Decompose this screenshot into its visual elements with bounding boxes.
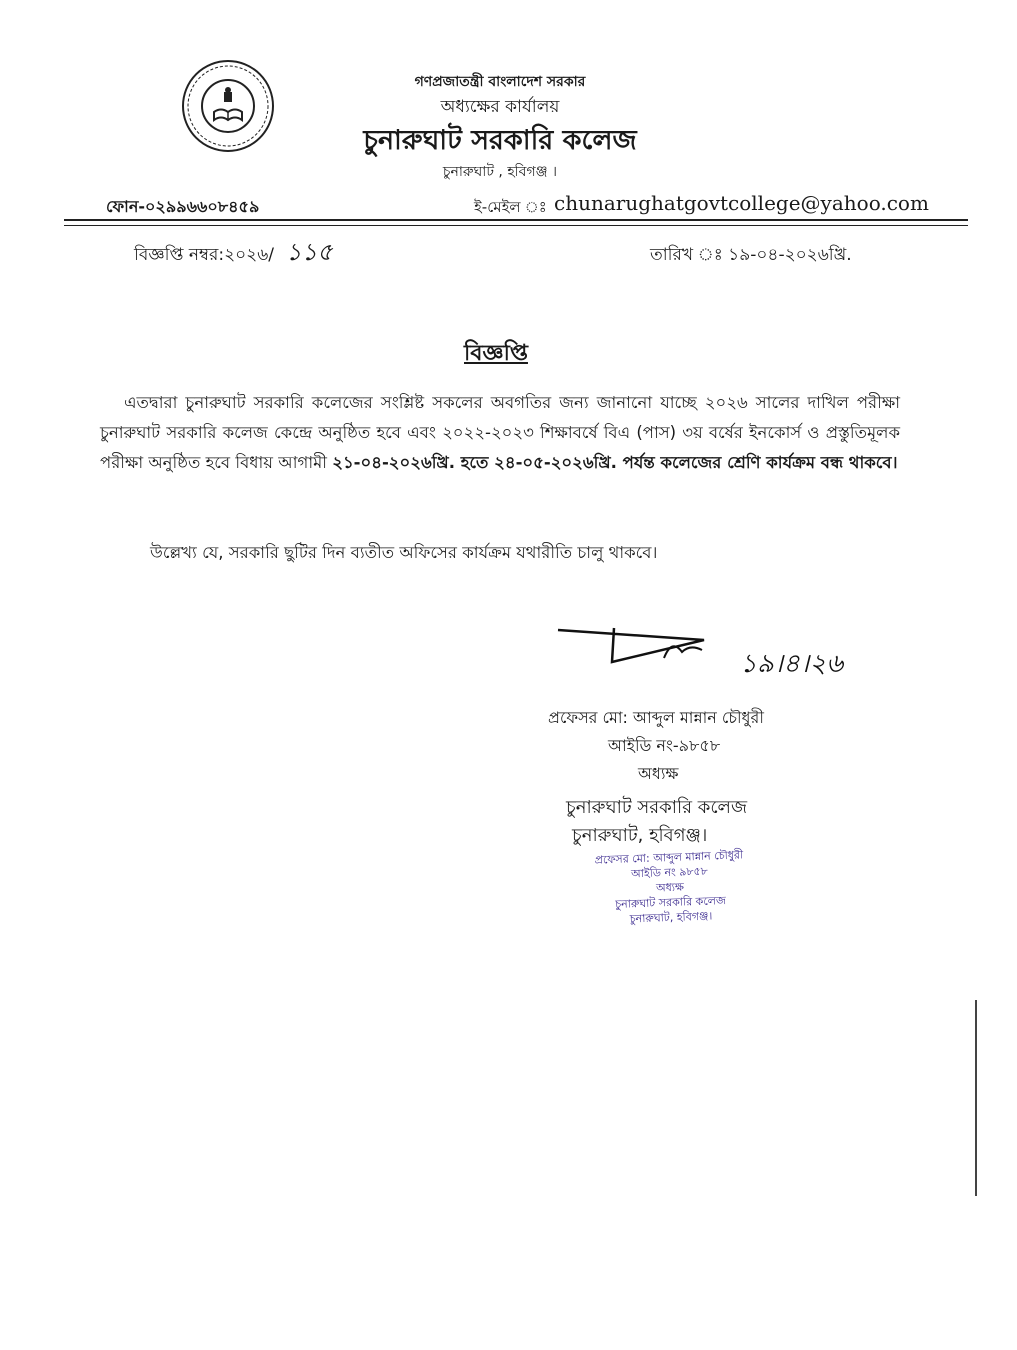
office-heading: অধ্যক্ষের কার্যালয় [440, 97, 560, 117]
memo-date: তারিখ ঃ ১৯-০৪-২০২৬খ্রি. [650, 245, 852, 265]
stamp-id: আইডি নং ৯৮৫৮ [630, 864, 709, 881]
memo-number-handwritten: ১১৫ [286, 238, 333, 266]
memo-number-label: বিজ্ঞপ্তি নম্বর:২০২৬/ [134, 245, 275, 265]
signatory-college: চুনারুঘাট সরকারি কলেজ [566, 797, 748, 818]
signatory-address: চুনারুঘাট, হবিগঞ্জ। [572, 825, 708, 846]
college-name: চুনারুঘাট সরকারি কলেজ [363, 125, 637, 156]
notice-closure-dates: ২১-০৪-২০২৬খ্রি. হতে ২৪-০৫-২০২৬খ্রি. পর্যন্ত কলেজের শ্রেণি কার্যক্রম বন্ধ থাকবে। [332, 453, 898, 472]
signatory-designation: অধ্যক্ষ [638, 764, 679, 783]
notice-paragraph [100, 388, 900, 478]
email-address: chunarughatgovtcollege@yahoo.com [554, 191, 929, 215]
signatory-name: প্রফেসর মো: আব্দুল মান্নান চৌধুরী [548, 708, 764, 727]
scan-edge-mark [975, 1000, 977, 1196]
notice-paragraph-text: এতদ্বারা চুনারুঘাট সরকারি কলেজের সংশ্লিষ্ট সকলের অবগতির জন্য জানানো যাচ্ছে ২০২৬ সালের দাখিল পরীক্ষা চুনারুঘাট সরকারি কলেজ কেন্দ্রে অনুষ্ঠিত হবে এবং ২০২২-২০২৩ শিক্ষাবর্ষে বিএ (পাস) ৩য় বর্ষের ইনকোর্স ও প্রস্তুতিমূলক পরীক্ষা অনুষ্ঠিত হবে বিধায় আগামী [100, 393, 900, 472]
stamp-college: চুনারুঘাট সরকারি কলেজ [614, 894, 727, 911]
govt-heading: গণপ্রজাতন্ত্রী বাংলাদেশ সরকার [414, 74, 586, 90]
email-label: ই-মেইল ঃ [474, 198, 547, 216]
stamp-address: চুনারুঘাট, হবিগঞ্জ। [629, 909, 713, 926]
header-rule-thick [64, 219, 968, 221]
stamp-name: প্রফেসর মো: আব্দুল মান্নান চৌধুরী [594, 848, 744, 867]
signature-date: ১৯।৪।২৬ [740, 649, 844, 679]
stamp-designation: অধ্যক্ষ [655, 880, 685, 895]
signatory-id: আইডি নং-৯৮৫৮ [608, 736, 721, 755]
phone-number: ফোন-০২৯৯৬৬০৮৪৫৯ [106, 197, 260, 216]
official-stamp [579, 847, 762, 928]
notice-note: উল্লেখ্য যে, সরকারি ছুটির দিন ব্যতীত অফিসের কার্যক্রম যথারীতি চালু থাকবে। [150, 543, 658, 562]
college-address: চুনারুঘাট , হবিগঞ্জ । [442, 164, 558, 180]
notice-title: বিজ্ঞপ্তি [464, 341, 528, 366]
header-rule-thin [64, 225, 968, 226]
handwritten-signature [554, 622, 884, 692]
